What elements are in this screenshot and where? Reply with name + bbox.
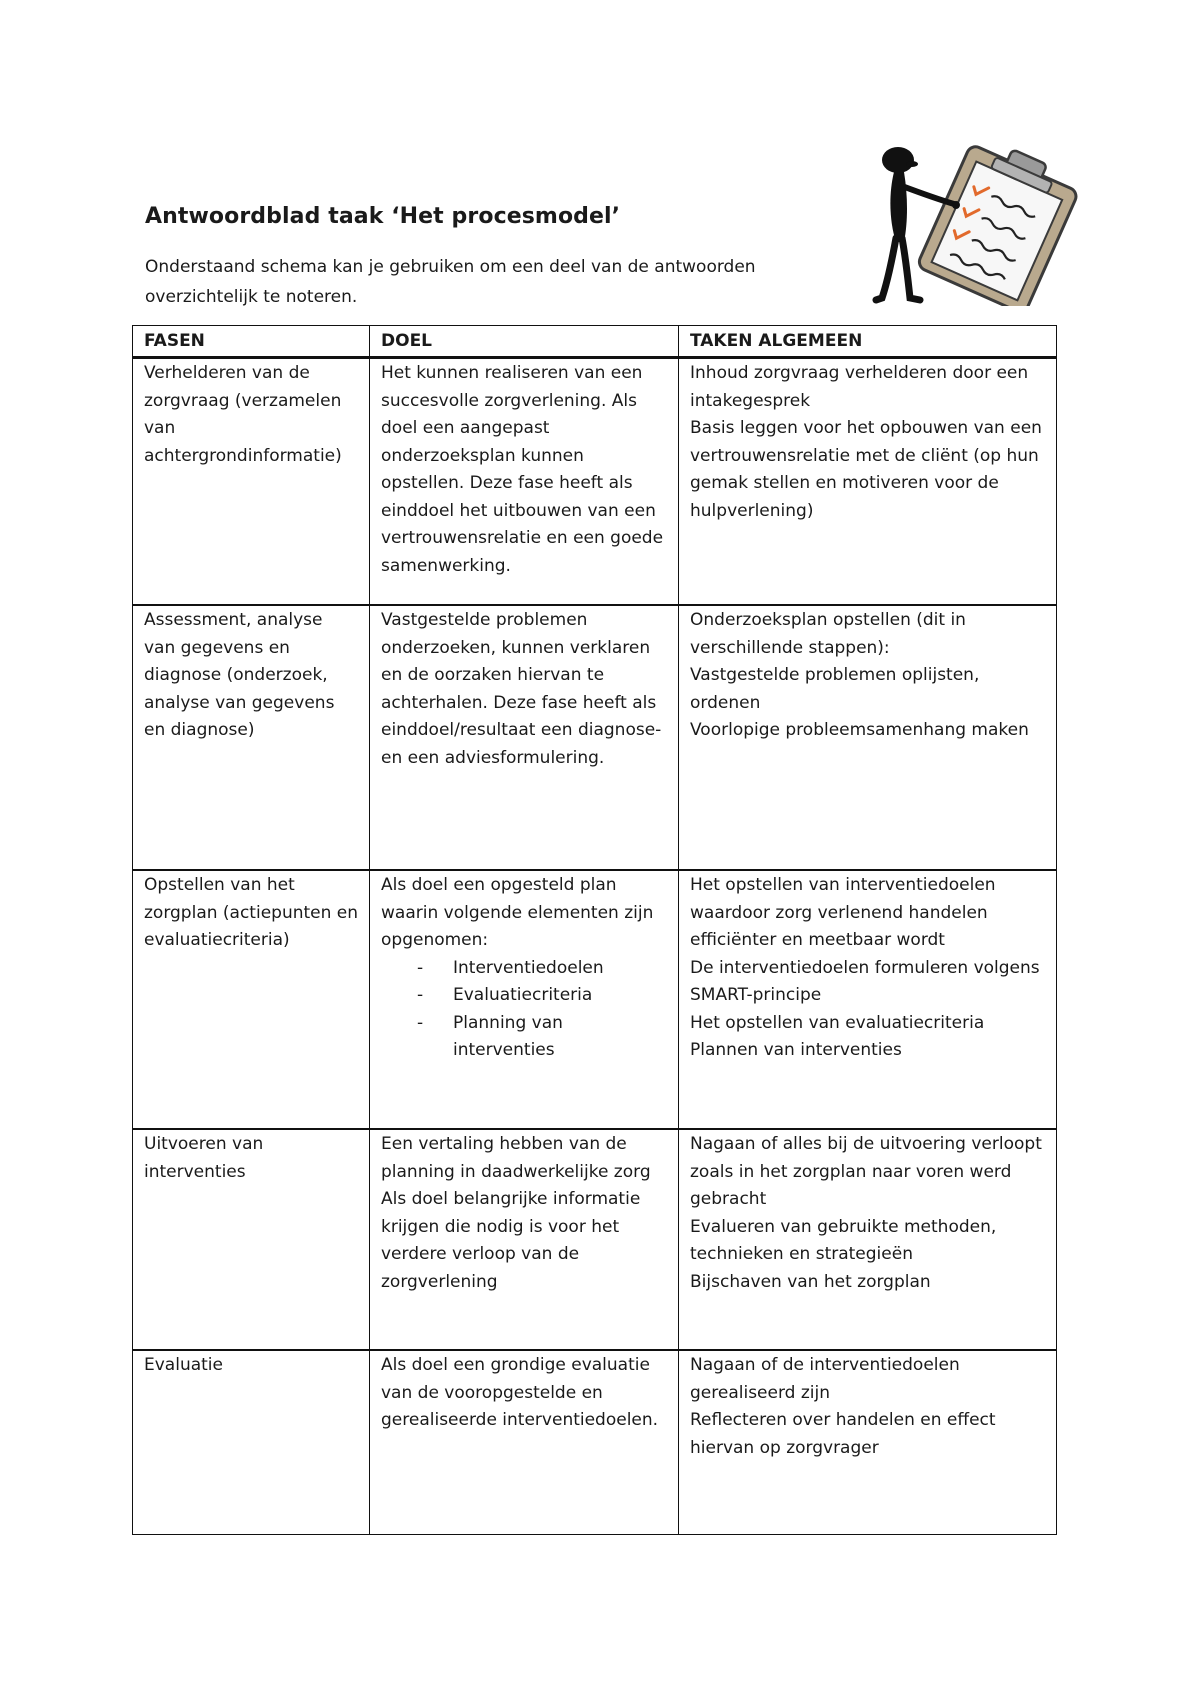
cell-taken — [679, 358, 1057, 606]
table-row — [133, 1350, 1057, 1535]
cell-doel — [370, 605, 679, 870]
cell-doel — [370, 1129, 679, 1350]
taak-line: Basis leggen voor het opbouwen van een vertrouwensrelatie met de cliënt (op hun gemak stellen en motiveren voor de hulpverlening) — [690, 418, 1042, 521]
taak-line: Nagaan of de interventiedoelen gerealiseerd zijn — [690, 1355, 960, 1403]
taak-line: Het opstellen van interventiedoelen waardoor zorg verlenend handelen efficiënter en meetbaar wordt — [690, 875, 996, 950]
doel-text: Een vertaling hebben van de planning in daadwerkelijke zorg — [381, 1134, 651, 1182]
doel-dash-list — [381, 955, 668, 1065]
list-item: - Planning van interventies — [453, 1010, 668, 1065]
doel-text: Als doel belangrijke informatie krijgen die nodig is voor het verdere verloop van de zorgverlening — [381, 1189, 641, 1292]
table-row — [133, 358, 1057, 606]
cell-fase — [133, 870, 370, 1129]
header-taken-algemeen: TAKEN ALGEMEEN — [679, 326, 1057, 358]
table-row — [133, 1129, 1057, 1350]
document-title: Antwoordblad taak ‘Het procesmodel’ — [145, 204, 621, 229]
fase-text: Uitvoeren van interventies — [144, 1134, 264, 1182]
taak-line: Reflecteren over handelen en effect hiervan op zorgvrager — [690, 1410, 996, 1458]
table-row — [133, 605, 1057, 870]
doel-text: Als doel een grondige evaluatie van de vooropgestelde en gerealiseerde interventiedoelen. — [381, 1355, 659, 1430]
header-doel: DOEL — [370, 326, 679, 358]
taak-line: Onderzoeksplan opstellen (dit in verschillende stappen): — [690, 610, 966, 658]
process-model-table — [132, 325, 1057, 1535]
taak-line: Inhoud zorgvraag verhelderen door een intakegesprek — [690, 363, 1029, 411]
cell-doel — [370, 358, 679, 606]
fase-text: Evaluatie — [144, 1355, 223, 1375]
cell-doel — [370, 870, 679, 1129]
cell-taken — [679, 605, 1057, 870]
header-fasen: FASEN — [133, 326, 370, 358]
taak-line: Evalueren van gebruikte methoden, technieken en strategieën — [690, 1216, 997, 1264]
cell-fase — [133, 1350, 370, 1535]
table-row — [133, 870, 1057, 1129]
fase-text: Verhelderen van de zorgvraag (verzamelen van achtergrondinformatie) — [144, 363, 342, 466]
doel-text: Vastgestelde problemen onderzoeken, kunnen verklaren en de oorzaken hiervan te achterhalen. Deze fase heeft als einddoel/resultaat een diagnose- en een adviesformulering. — [381, 610, 662, 768]
taak-line: Vastgestelde problemen oplijsten, ordenen — [690, 665, 980, 713]
taak-line: Het opstellen van evaluatiecriteria — [690, 1012, 985, 1033]
taak-line: Nagaan of alles bij de uitvoering verloopt zoals in het zorgplan naar voren werd gebracht — [690, 1134, 1042, 1209]
list-item: - Interventiedoelen — [453, 955, 668, 983]
taak-line: De interventiedoelen formuleren volgens SMART-principe — [690, 957, 1040, 1005]
table-header-row — [133, 326, 1057, 358]
list-item: - Evaluatiecriteria — [453, 982, 668, 1010]
fase-text: Assessment, analyse van gegevens en diagnose (onderzoek, analyse van gegevens en diagnose) — [144, 610, 335, 740]
figure-with-clipboard-icon — [868, 138, 1078, 306]
cell-fase — [133, 1129, 370, 1350]
cell-fase — [133, 358, 370, 606]
cell-taken — [679, 870, 1057, 1129]
taak-line: Voorlopige probleemsamenhang maken — [690, 720, 1029, 740]
fase-text: Opstellen van het zorgplan (actiepunten en evaluatiecriteria) — [144, 875, 359, 950]
doel-text: Het kunnen realiseren van een succesvolle zorgverlening. Als doel een aangepast onderzoeksplan kunnen opstellen. Deze fase heeft als einddoel het uitbouwen van een vertrouwensrelatie en een goede samenwerking. — [381, 363, 664, 576]
cell-taken — [679, 1350, 1057, 1535]
doel-text: Als doel een opgesteld plan waarin volgende elementen zijn opgenomen: — [381, 875, 654, 950]
taak-line: Bijschaven van het zorgplan — [690, 1271, 931, 1292]
cell-taken — [679, 1129, 1057, 1350]
document-intro: Onderstaand schema kan je gebruiken om een deel van de antwoorden overzichtelijk te noteren. — [145, 257, 756, 307]
cell-doel — [370, 1350, 679, 1535]
taak-line: Plannen van interventies — [690, 1040, 902, 1060]
cell-fase — [133, 605, 370, 870]
